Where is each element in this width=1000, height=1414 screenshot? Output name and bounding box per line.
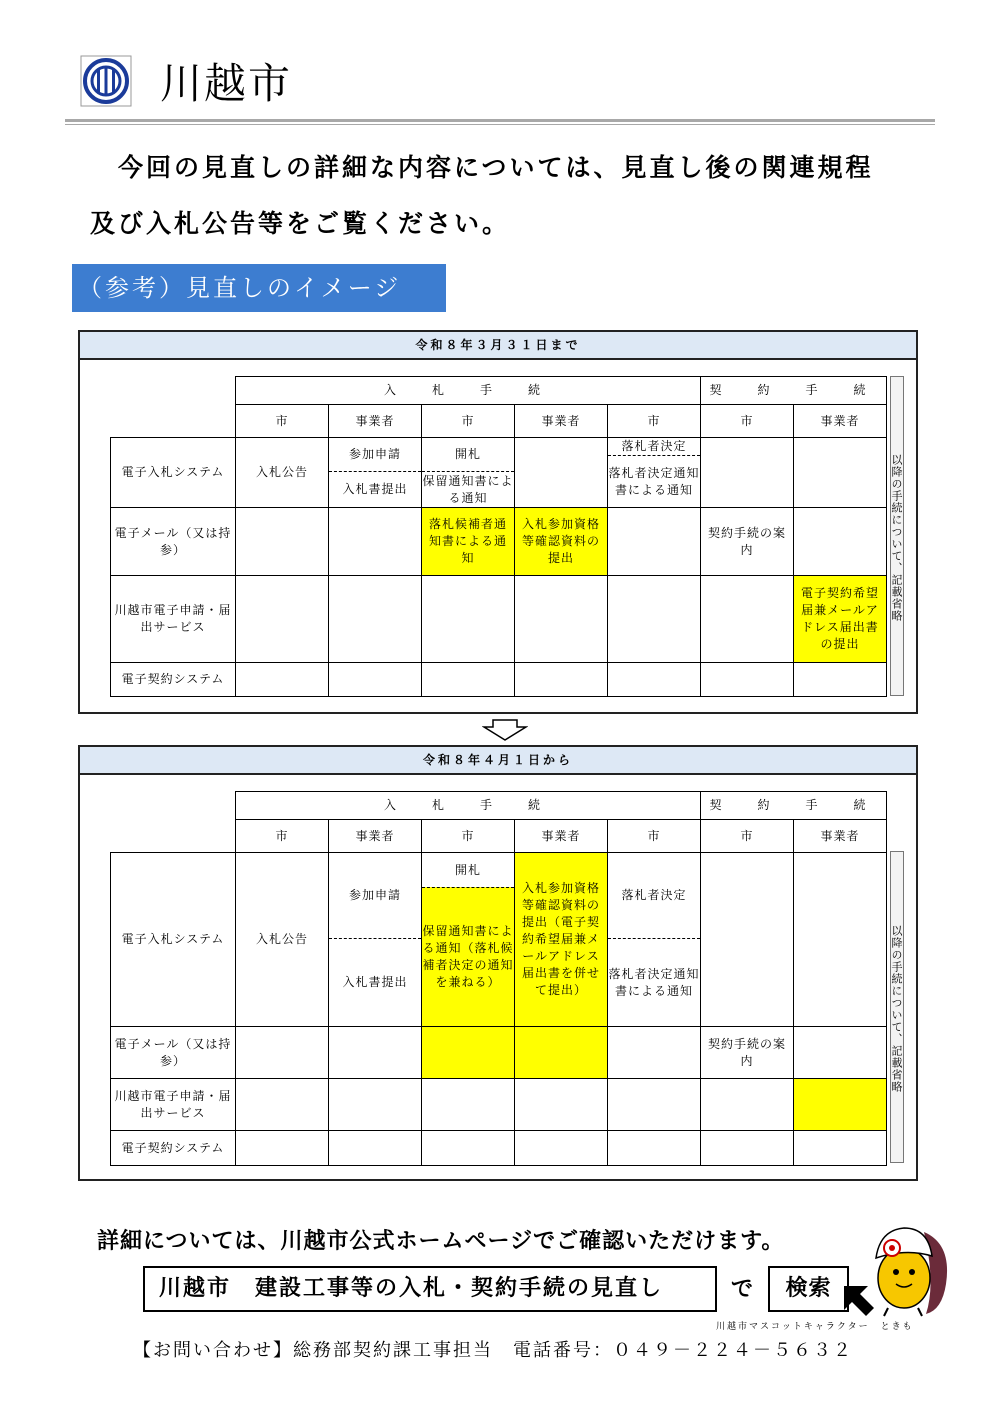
cell-empty xyxy=(515,663,608,697)
bid-submission: 入札書提出 xyxy=(342,482,408,496)
cell-empty xyxy=(515,438,608,508)
cell-highlight xyxy=(794,1079,887,1131)
row-label-online: 川越市電子申請・届出サービス xyxy=(111,576,236,663)
cell-empty xyxy=(329,1079,422,1131)
cell-bid-notice: 入札公告 xyxy=(236,853,329,1027)
cell-empty xyxy=(608,1079,701,1131)
award-notice: 落札者決定通知書による通知 xyxy=(608,465,700,497)
role-header: 事業者 xyxy=(515,820,608,853)
role-header: 事業者 xyxy=(329,820,422,853)
after-panel xyxy=(78,745,918,1181)
cell-biz-application xyxy=(329,853,422,1027)
cell-empty xyxy=(608,1131,701,1166)
down-arrow-icon xyxy=(482,718,528,746)
cell-empty xyxy=(794,508,887,576)
cell-bid-opening xyxy=(422,853,515,1027)
after-table xyxy=(110,791,887,1166)
bid-procedure-header: 入 札 手 続 xyxy=(236,377,701,405)
detail-text: 詳細については、川越市公式ホームページでご確認いただけます。 xyxy=(97,1229,785,1254)
before-panel-title: 令和８年３月３１日まで xyxy=(80,332,916,360)
reference-label: （参考）見直しのイメージ xyxy=(72,264,446,312)
contact-info: 【お問い合わせ】総務部契約課工事担当 電話番号：０４９－２２４－５６３２ xyxy=(133,1340,853,1361)
side-note: 以降の手続について、記載省略 xyxy=(890,851,904,1163)
hold-notice: 保留通知書による通知 xyxy=(422,473,514,505)
after-panel-title: 令和８年４月１日から xyxy=(80,747,916,775)
cell-empty xyxy=(422,1131,515,1166)
cell-contract-guidance: 契約手続の案内 xyxy=(701,508,794,576)
role-header: 事業者 xyxy=(794,405,887,438)
cell-empty xyxy=(701,438,794,508)
cell-award xyxy=(608,438,701,508)
cell-qualification-docs: 入札参加資格等確認資料の提出（電子契約希望届兼メールアドレス届出書を併せて提出） xyxy=(515,853,608,1027)
role-header: 市 xyxy=(701,405,794,438)
cell-empty xyxy=(794,663,887,697)
cell-empty xyxy=(236,1079,329,1131)
cell-empty xyxy=(701,1079,794,1131)
cell-empty xyxy=(236,663,329,697)
role-header: 市 xyxy=(608,405,701,438)
search-button[interactable]: 検索 xyxy=(768,1266,849,1312)
cell-candidate-notice: 落札候補者通知書による通知 xyxy=(422,508,515,576)
cell-empty xyxy=(794,1131,887,1166)
cell-empty xyxy=(236,508,329,576)
cell-empty xyxy=(422,1079,515,1131)
cell-contract-guidance: 契約手続の案内 xyxy=(701,1027,794,1079)
cell-empty xyxy=(701,853,794,1027)
role-header: 事業者 xyxy=(794,820,887,853)
row-label-e-contract: 電子契約システム xyxy=(111,663,236,697)
role-header: 市 xyxy=(422,405,515,438)
intro-text xyxy=(90,140,950,252)
city-title: 川越市 xyxy=(160,59,293,108)
role-header: 市 xyxy=(236,405,329,438)
header-divider-thin xyxy=(65,124,935,125)
cell-empty xyxy=(701,663,794,697)
cell-bid-notice: 入札公告 xyxy=(236,438,329,508)
bid-opening: 開札 xyxy=(422,438,514,472)
before-panel xyxy=(78,330,918,714)
cell-empty xyxy=(329,508,422,576)
search-connector: で xyxy=(731,1277,754,1302)
cell-empty xyxy=(608,663,701,697)
role-header: 事業者 xyxy=(329,405,422,438)
mascot-caption: 川越市マスコットキャラクター ときも xyxy=(716,1322,914,1332)
before-table xyxy=(110,376,887,697)
role-header: 事業者 xyxy=(515,405,608,438)
contract-procedure-header: 契 約 手 続 xyxy=(701,377,887,405)
cell-empty xyxy=(422,576,515,663)
row-label-e-bidding: 電子入札システム xyxy=(111,853,236,1027)
participation-application: 参加申請 xyxy=(329,438,421,472)
cell-empty xyxy=(608,508,701,576)
bid-procedure-header: 入 札 手 続 xyxy=(236,792,701,820)
side-note: 以降の手続について、記載省略 xyxy=(890,376,904,696)
cell-empty xyxy=(794,1027,887,1079)
search-query-box: 川越市 建設工事等の入札・契約手続の見直し xyxy=(143,1266,717,1312)
cell-award xyxy=(608,853,701,1027)
cell-empty xyxy=(329,1027,422,1079)
award-decision: 落札者決定 xyxy=(608,438,700,456)
participation-application: 参加申請 xyxy=(329,853,421,939)
cell-empty xyxy=(422,663,515,697)
cell-biz-application xyxy=(329,438,422,508)
cell-empty xyxy=(794,853,887,1027)
intro-line-2: 及び入札公告等をご覧ください。 xyxy=(90,209,511,238)
award-decision: 落札者決定 xyxy=(608,853,700,939)
hold-notice: 保留通知書による通知（落札候補者決定の通知を兼ねる） xyxy=(422,887,514,1026)
cell-empty xyxy=(236,576,329,663)
award-notice: 落札者決定通知書による通知 xyxy=(608,966,700,998)
cell-empty xyxy=(608,576,701,663)
row-label-e-contract: 電子契約システム xyxy=(111,1131,236,1166)
cell-qualification-docs: 入札参加資格等確認資料の提出 xyxy=(515,508,608,576)
intro-line-1: 今回の見直しの詳細な内容については、見直し後の関連規程 xyxy=(118,153,874,182)
role-header: 市 xyxy=(701,820,794,853)
role-header: 市 xyxy=(236,820,329,853)
cell-empty xyxy=(515,1079,608,1131)
cell-bid-opening xyxy=(422,438,515,508)
row-label-e-bidding: 電子入札システム xyxy=(111,438,236,508)
city-logo xyxy=(80,55,132,107)
role-header: 市 xyxy=(608,820,701,853)
row-label-email: 電子メール（又は持参） xyxy=(111,508,236,576)
bid-opening: 開札 xyxy=(422,853,514,887)
cell-empty xyxy=(515,576,608,663)
mascot-tokimo-icon xyxy=(866,1214,956,1322)
row-label-online: 川越市電子申請・届出サービス xyxy=(111,1079,236,1131)
cell-empty xyxy=(515,1131,608,1166)
cell-empty xyxy=(329,1131,422,1166)
contract-procedure-header: 契 約 手 続 xyxy=(701,792,887,820)
cell-empty xyxy=(329,576,422,663)
cell-empty xyxy=(608,1027,701,1079)
cell-empty xyxy=(236,1027,329,1079)
cell-highlight xyxy=(422,1027,515,1079)
cell-empty xyxy=(329,663,422,697)
cell-empty xyxy=(701,576,794,663)
bid-submission: 入札書提出 xyxy=(342,975,408,989)
cell-empty xyxy=(236,1131,329,1166)
cell-highlight xyxy=(515,1027,608,1079)
cell-empty xyxy=(794,438,887,508)
cell-empty xyxy=(701,1131,794,1166)
cell-e-contract-request: 電子契約希望届兼メールアドレス届出書の提出 xyxy=(794,576,887,663)
row-label-email: 電子メール（又は持参） xyxy=(111,1027,236,1079)
header-divider xyxy=(65,119,935,122)
role-header: 市 xyxy=(422,820,515,853)
